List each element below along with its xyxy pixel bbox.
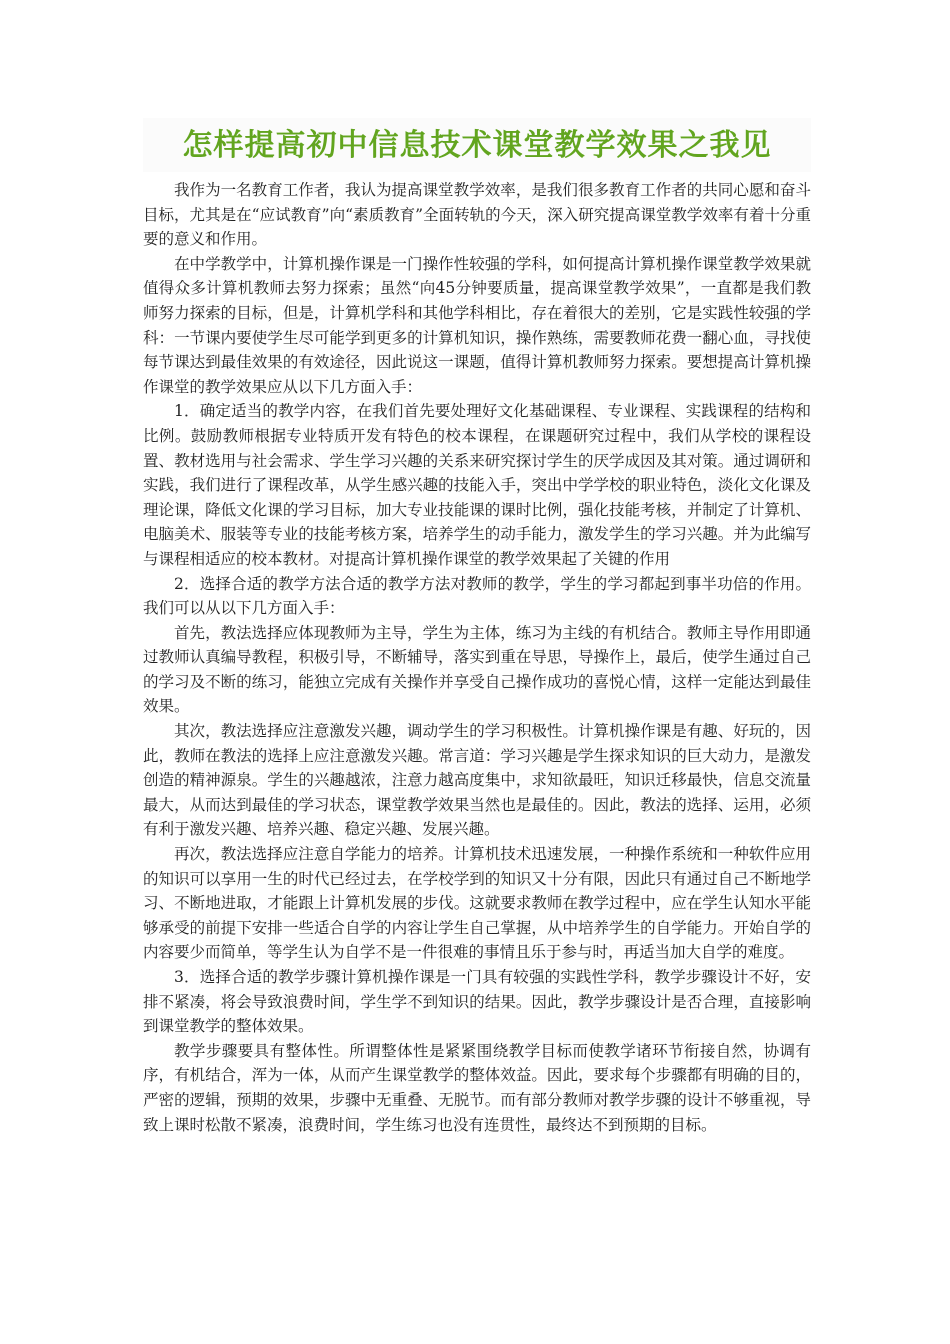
document-title: 怎样提高初中信息技术课堂教学效果之我见 bbox=[143, 118, 811, 172]
paragraph-third: 再次，教法选择应注意自学能力的培养。计算机技术迅速发展，一种操作系统和一种软件应用的知识可以享用一生的时代已经过去，在学校学到的知识又十分有限，因此只有通过自己不断地学习、不断地进取，才能跟上计算机发展的步伐。这就要求教师在教学过程中，应在学生认知水平能够承受的前提下安排一些适合自学的内容让学生自己掌握，从中培养学生的自学能力。开始自学的内容要少而简单，等学生认为自学不是一件很难的事情且乐于参与时，再适当加大自学的难度。 bbox=[143, 845, 811, 962]
paragraph-point-2: 2．选择合适的教学方法合适的教学方法对教师的教学，学生的学习都起到事半功倍的作用。 我们可以从以下几方面入手： bbox=[143, 574, 811, 618]
paragraph-background: 在中学教学中，计算机操作课是一门操作性较强的学科，如何提高计算机操作课堂教学效果就值得众多计算机教师去努力探索；虽然“向45分钟要质量，提高课堂教学效果”，一直都是我们教师努力探索的目标，但是，计算机学科和其他学科相比，存在着很大的差别，它是实践性较强的学科：一节课内要使学生尽可能学到更多的计算机知识，操作熟练，需要教师花费一翻心血，寻找使每节课达到最佳效果的有效途径，因此说这一课题，值得计算机教师努力探索。要想提高计算机操作课堂的教学效果应从以下几方面入手： bbox=[143, 254, 811, 396]
paragraph-steps: 教学步骤要具有整体性。所谓整体性是紧紧围绕教学目标而使教学诸环节衔接自然，协调有序，有机结合，浑为一体，从而产生课堂教学的整体效益。因此，要求每个步骤都有明确的目的，严密的逻辑，预期的效果，步骤中无重叠、无脱节。而有部分教师对教学步骤的设计不够重视，导致上课时松散不紧凑，浪费时间，学生练习也没有连贯性，最终达不到预期的目标。 bbox=[143, 1041, 811, 1134]
paragraph-intro: 我作为一名教育工作者，我认为提高课堂教学效率，是我们很多教育工作者的共同心愿和奋斗目标，尤其是在“应试教育”向“素质教育”全面转轨的今天，深入研究提高课堂教学效率有着十分重要的意义和作用。 bbox=[143, 181, 811, 249]
paragraph-point-1: 1．确定适当的教学内容，在我们首先要处理好文化基础课程、专业课程、实践课程的结构和比例。鼓励教师根据专业特质开发有特色的校本课程，在课题研究过程中，我们从学校的课程设置、教材选用与社会需求、学生学习兴趣的关系来研究探讨学生的厌学成因及其对策。通过调研和实践，我们进行了课程改革，从学生感兴趣的技能入手，突出中学学校的职业特色，淡化文化课及理论课，降低文化课的学习目标，加大专业技能课的课时比例，强化技能考核，并制定了计算机、电脑美术、服装等专业的技能考核方案，培养学生的动手能力，激发学生的学习兴趣。并为此编写与课程相适应的校本教材。对提高计算机操作课堂的教学效果起了关键的作用 bbox=[143, 402, 811, 568]
document-body bbox=[143, 118, 811, 1137]
paragraph-first: 首先，教法选择应体现教师为主导，学生为主体，练习为主线的有机结合。教师主导作用即通过教师认真编导教程，积极引导，不断辅导，落实到重在导思，导操作上，最后，使学生通过自己的学习及不断的练习，能独立完成有关操作并享受自己操作成功的喜悦心情，这样一定能达到最佳效果。 bbox=[143, 623, 811, 716]
paragraph-second: 其次，教法选择应注意激发兴趣，调动学生的学习积极性。计算机操作课是有趣、好玩的，因此，教师在教法的选择上应注意激发兴趣。常言道：学习兴趣是学生探求知识的巨大动力，是激发创造的精神源泉。学生的兴趣越浓，注意力越高度集中，求知欲最旺，知识迁移最快，信息交流量最大，从而达到最佳的学习状态，课堂教学效果当然也是最佳的。因此，教法的选择、运用，必须有利于激发兴趣、培养兴趣、稳定兴趣、发展兴趣。 bbox=[143, 722, 811, 839]
paragraph-point-3: 3．选择合适的教学步骤计算机操作课是一门具有较强的实践性学科，教学步骤设计不好，安排不紧凑，将会导致浪费时间，学生学不到知识的结果。因此，教学步骤设计是否合理，直接影响到课堂教学的整体效果。 bbox=[143, 968, 811, 1036]
